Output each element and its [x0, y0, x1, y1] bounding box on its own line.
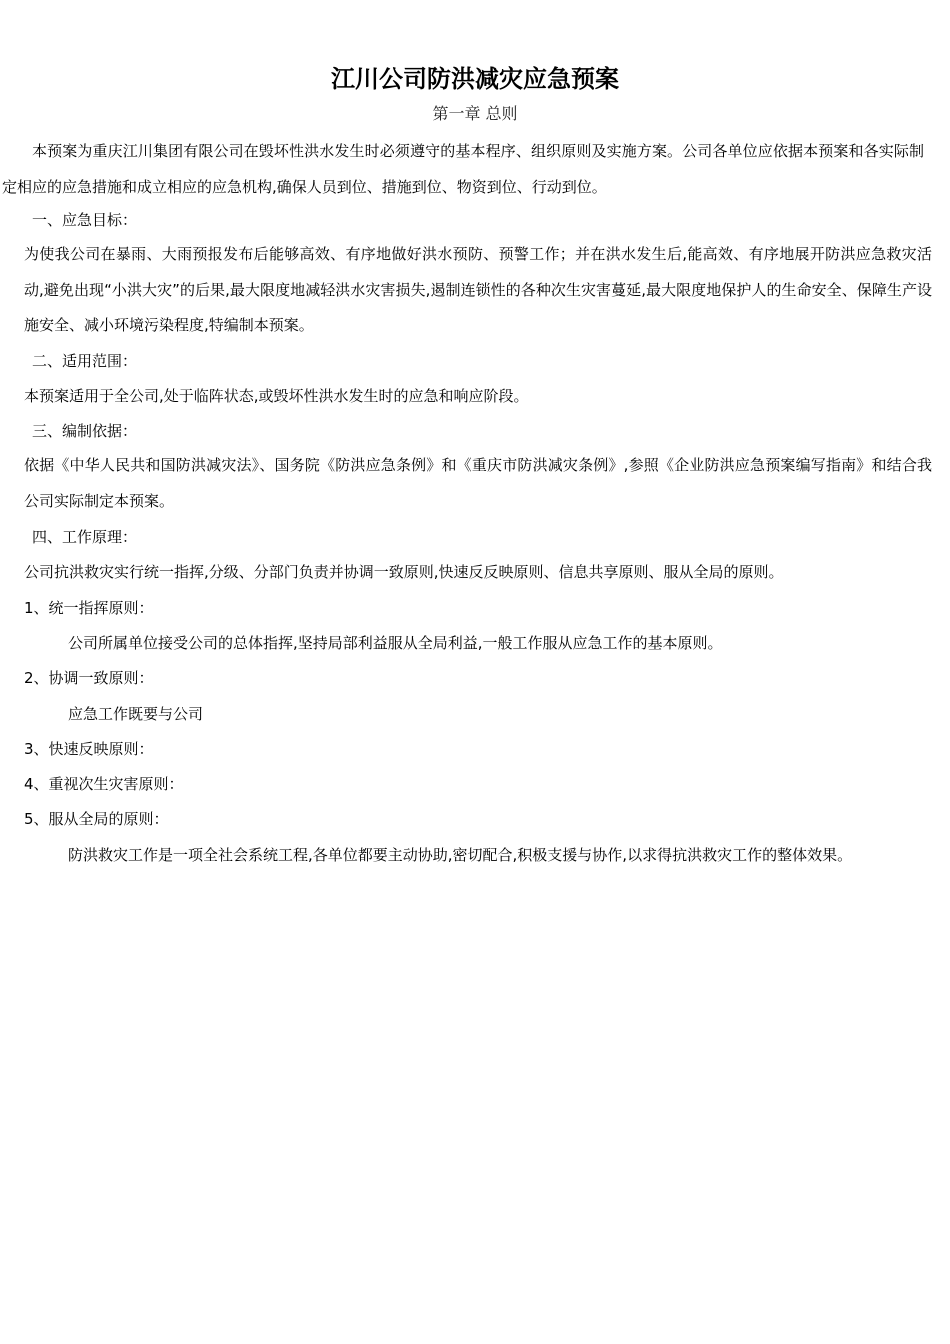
principle-paragraph: 公司抗洪救灾实行统一指挥,分级、分部门负责并协调一致原则,快速反反映原则、信息共享原则、服从全局的原则。	[24, 563, 784, 581]
principle-1-heading: 1、统一指挥原则：	[24, 599, 154, 617]
principle-heading: 四、工作原理：	[32, 528, 138, 546]
basis-paragraph: 依据《中华人民共和国防洪减灾法》、国务院《防洪应急条例》和《重庆市防洪减灾条例》,参照《企业防洪应急预案编写指南》和结合我公司实际制定本预案。	[24, 456, 932, 510]
intro-paragraph: 本预案为重庆江川集团有限公司在毁坏性洪水发生时必须遵守的基本程序、组织原则及实施方案。公司各单位应依据本预案和各实际制定相应的应急措施和成立相应的应急机构,确保人员到位、措施到位、物资到位、行动到位。	[2, 142, 924, 196]
chapter-title: 第一章 总则	[432, 104, 518, 123]
principle-3-heading: 3、快速反映原则：	[24, 740, 154, 758]
basis-heading: 三、编制依据：	[32, 422, 138, 440]
scope-paragraph: 本预案适用于全公司,处于临阵状态,或毁坏性洪水发生时的应急和响应阶段。	[24, 387, 529, 405]
principle-4-heading: 4、重视次生灾害原则：	[24, 775, 184, 793]
document-title: 江川公司防洪减灾应急预案	[331, 65, 619, 93]
goal-paragraph: 为使我公司在暴雨、大雨预报发布后能够高效、有序地做好洪水预防、预警工作；并在洪水发生后,能高效、有序地展开防洪应急救灾活动,避免出现“小洪大灾”的后果,最大限度地减轻洪水灾害损失,遏制连锁性的各种次生灾害蔓延,最大限度地保护人的生命安全、保障生产设施安全、减小环境污染程度,特编制本预案。	[24, 245, 932, 334]
principle-2-heading: 2、协调一致原则：	[24, 669, 154, 687]
goal-heading: 一、应急目标：	[32, 211, 138, 229]
principle-5-heading: 5、服从全局的原则：	[24, 810, 169, 828]
principle-5-text: 防洪救灾工作是一项全社会系统工程,各单位都要主动协助,密切配合,积极支援与协作,以求得抗洪救灾工作的整体效果。	[68, 846, 853, 864]
principle-1-text: 公司所属单位接受公司的总体指挥,坚持局部利益服从全局利益,一般工作服从应急工作的基本原则。	[68, 634, 723, 652]
principle-2-text: 应急工作既要与公司	[68, 705, 204, 723]
scope-heading: 二、适用范围：	[32, 352, 138, 370]
